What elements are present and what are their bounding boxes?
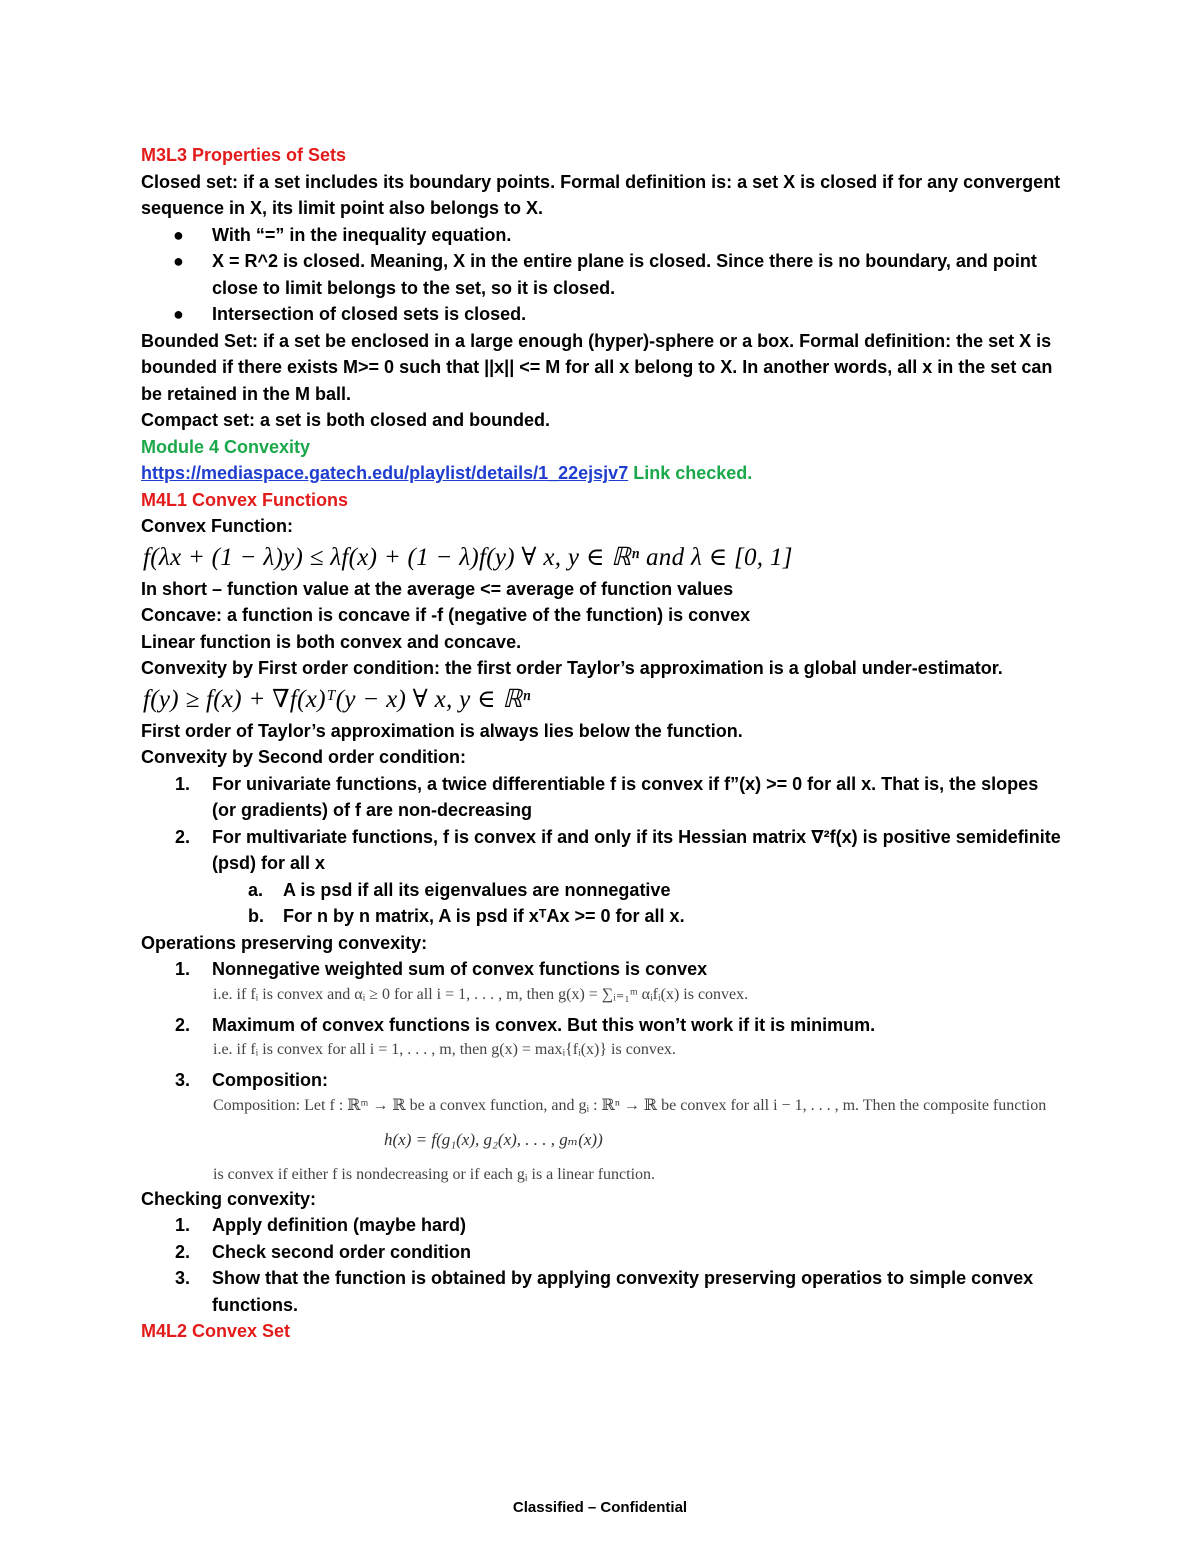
footer-classification: Classified – Confidential [512,1499,688,1516]
closed-set-text: : if a set includes its boundary points. Formal definition is: a set X is closed if for any convergent sequence in X, its limit point also belongs to X. [141,171,1061,218]
list-item: a. A is psd if all its eigenvalues are nonnegative [248,879,671,900]
list-item: 2. Check second order condition [175,1241,472,1262]
checking-label: Checking convexity: [141,1188,317,1209]
concave-paragraph: Concave: a function is concave if -f (negative of the function) is convex [141,605,751,625]
operation-math-tail: is convex if either f is nondecreasing or if each gᵢ is a linear function. [213,1165,656,1183]
first-order-note: First order of Taylor’s approximation is always lies below the function. [141,720,743,741]
bullet-icon: ● [173,251,184,271]
closed-set-label: Closed set [141,171,233,192]
list-item: 3. Composition: [175,1070,328,1090]
list-item: 2. Maximum of convex functions is convex. But this won’t work if it is minimum. [175,1014,876,1035]
bullet-icon: ● [173,304,184,324]
convex-definition-formula: f(λx + (1 − λ)y) ≤ λf(x) + (1 − λ)f(y) ∀ x, y ∈ ℝⁿ and λ ∈ [0, 1] [143,543,793,571]
closed-set-paragraph [141,169,1061,222]
document-body [141,142,1061,1345]
list-item: 3. Show that the function is obtained by applying convexity preserving operatios to simple convex functions. [175,1268,1034,1315]
section-title-m4l2: M4L2 Convex Set [141,1321,291,1341]
list-item: 1. Nonnegative weighted sum of convex functions is convex [175,959,708,979]
list-item: b. For n by n matrix, A is psd if xᵀAx >= 0 for all x. [248,906,685,926]
bounded-set-paragraph: Bounded Set: if a set be enclosed in a large enough (hyper)-sphere or a box. Formal definition: the set X is bounded if there exists M>= 0 such that ||x|| <= M for all x belong to X. In another words, all x in the set can be retained in the M ball. [141,330,1053,404]
list-item: ● With “=” in the inequality equation. [141,222,1061,249]
operation-math: i.e. if fᵢ is convex and αᵢ ≥ 0 for all i = 1, . . . , m, then g(x) = ∑ᵢ₌₁ᵐ αᵢfᵢ(x) is convex. [213,985,749,1003]
module4-link-line [141,460,1061,487]
operation-math: Composition: Let f : ℝᵐ → ℝ be a convex function, and gᵢ : ℝⁿ → ℝ be convex for all i − 1, . . . , m. Then the composite function [213,1096,1047,1114]
playlist-link[interactable]: https://mediaspace.gatech.edu/playlist/details/1_22ejsjv7 [141,463,629,483]
section-title-m4l1: M4L1 Convex Functions [141,489,349,510]
list-item: 1. For univariate functions, a twice differentiable f is convex if f”(x) >= 0 for all x. That is, the slopes (or gradients) of f are non-decreasing [175,773,1039,820]
compact-set-paragraph: Compact set: a set is both closed and bounded. [141,410,551,430]
linear-text: Linear function is both convex and concave. [141,631,522,652]
list-item: ● Intersection of closed sets is closed. [141,301,1061,328]
bullet-icon: ● [173,224,184,245]
composition-equation: h(x) = f(g₁(x), g₂(x), . . . , gₘ(x)) [384,1129,603,1149]
link-note: Link checked. [628,463,753,483]
second-order-label: Convexity by Second order condition: [141,747,467,767]
section-title-m3l3: M3L3 Properties of Sets [141,145,347,165]
operations-label: Operations preserving convexity: [141,932,428,953]
convex-function-label: Convex Function: [141,516,293,536]
first-order-paragraph: Convexity by First order condition: the first order Taylor’s approximation is a global under-estimator. [141,658,1003,678]
list-item: 2. For multivariate functions, f is convex if and only if its Hessian matrix ∇²f(x) is positive semidefinite (psd) for all x [175,826,1061,873]
operation-math: i.e. if fᵢ is convex for all i = 1, . . . , m, then g(x) = maxᵢ{fᵢ(x)} is convex. [213,1041,676,1058]
list-item: ● X = R^2 is closed. Meaning, X in the entire plane is closed. Since there is no boundary, and point close to limit belongs to the set, so it is closed. [141,248,1061,301]
section-title-module4: Module 4 Convexity [141,436,311,457]
first-order-formula: f(y) ≥ f(x) + ∇f(x)ᵀ(y − x) ∀ x, y ∈ ℝⁿ [143,685,531,713]
in-short-text: In short – function value at the average <= average of function values [141,578,734,599]
list-item: 1. Apply definition (maybe hard) [175,1215,467,1235]
